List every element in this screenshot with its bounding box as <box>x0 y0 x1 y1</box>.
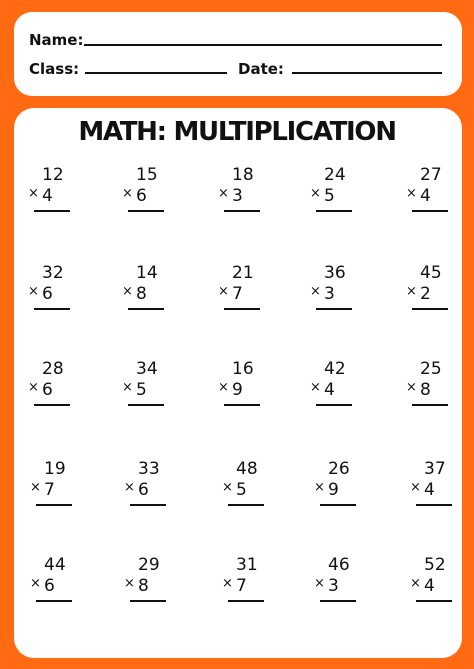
problem-top-number: 42 <box>324 359 346 379</box>
multiplication-sign: × <box>410 576 421 591</box>
problem-top-number: 12 <box>42 165 64 185</box>
answer-line <box>34 308 70 310</box>
problem-top-number: 18 <box>232 165 254 185</box>
problem-bottom-number: 8 <box>138 576 149 596</box>
problem-bottom-number: 2 <box>420 284 431 304</box>
problem-top-number: 29 <box>138 555 160 575</box>
problem-bottom-number: 5 <box>236 480 247 500</box>
answer-line <box>316 308 352 310</box>
problem-8 <box>218 264 278 322</box>
problem-top-number: 27 <box>420 165 442 185</box>
problem-20 <box>410 460 470 518</box>
problem-top-number: 45 <box>420 263 442 283</box>
multiplication-sign: × <box>406 186 417 201</box>
problem-7 <box>122 264 182 322</box>
answer-line <box>416 600 452 602</box>
answer-line <box>130 600 166 602</box>
answer-line <box>228 504 264 506</box>
problem-top-number: 32 <box>42 263 64 283</box>
name-label: Name: <box>29 31 84 49</box>
multiplication-sign: × <box>122 284 133 299</box>
answer-line <box>36 504 72 506</box>
answer-line <box>416 504 452 506</box>
multiplication-sign: × <box>28 284 39 299</box>
problem-bottom-number: 5 <box>324 186 335 206</box>
problem-top-number: 33 <box>138 459 160 479</box>
problem-bottom-number: 4 <box>324 380 335 400</box>
multiplication-sign: × <box>310 380 321 395</box>
problem-25 <box>410 556 470 614</box>
problem-bottom-number: 6 <box>138 480 149 500</box>
answer-line <box>412 404 448 406</box>
problem-top-number: 52 <box>424 555 446 575</box>
problem-bottom-number: 4 <box>424 576 435 596</box>
answer-line <box>320 504 356 506</box>
problem-18 <box>222 460 282 518</box>
problem-bottom-number: 6 <box>44 576 55 596</box>
multiplication-sign: × <box>218 380 229 395</box>
problem-22 <box>124 556 184 614</box>
multiplication-sign: × <box>310 186 321 201</box>
multiplication-sign: × <box>122 380 133 395</box>
date-line <box>292 72 442 74</box>
multiplication-sign: × <box>406 380 417 395</box>
multiplication-sign: × <box>222 480 233 495</box>
multiplication-sign: × <box>122 186 133 201</box>
multiplication-sign: × <box>28 380 39 395</box>
problem-10 <box>406 264 466 322</box>
problem-19 <box>314 460 374 518</box>
problem-top-number: 24 <box>324 165 346 185</box>
problem-bottom-number: 7 <box>232 284 243 304</box>
problem-top-number: 31 <box>236 555 258 575</box>
problem-bottom-number: 4 <box>424 480 435 500</box>
problem-3 <box>218 166 278 224</box>
worksheet-title: MATH: MULTIPLICATION <box>78 117 396 147</box>
problem-5 <box>406 166 466 224</box>
problem-top-number: 48 <box>236 459 258 479</box>
problem-top-number: 25 <box>420 359 442 379</box>
problem-top-number: 16 <box>232 359 254 379</box>
problem-14 <box>310 360 370 418</box>
multiplication-sign: × <box>30 576 41 591</box>
problem-bottom-number: 4 <box>42 186 53 206</box>
problem-4 <box>310 166 370 224</box>
problem-23 <box>222 556 282 614</box>
answer-line <box>224 404 260 406</box>
class-line <box>85 72 227 74</box>
answer-line <box>224 210 260 212</box>
problem-bottom-number: 5 <box>136 380 147 400</box>
problem-top-number: 37 <box>424 459 446 479</box>
problem-24 <box>314 556 374 614</box>
problem-bottom-number: 7 <box>44 480 55 500</box>
date-label: Date: <box>238 60 284 78</box>
problem-12 <box>122 360 182 418</box>
problem-bottom-number: 6 <box>136 186 147 206</box>
answer-line <box>128 308 164 310</box>
problem-17 <box>124 460 184 518</box>
answer-line <box>36 600 72 602</box>
multiplication-sign: × <box>30 480 41 495</box>
multiplication-sign: × <box>218 284 229 299</box>
multiplication-sign: × <box>310 284 321 299</box>
multiplication-sign: × <box>314 576 325 591</box>
problem-9 <box>310 264 370 322</box>
multiplication-sign: × <box>406 284 417 299</box>
problem-2 <box>122 166 182 224</box>
problem-top-number: 21 <box>232 263 254 283</box>
multiplication-sign: × <box>28 186 39 201</box>
multiplication-sign: × <box>410 480 421 495</box>
problem-top-number: 14 <box>136 263 158 283</box>
problem-bottom-number: 9 <box>232 380 243 400</box>
answer-line <box>316 210 352 212</box>
problem-top-number: 44 <box>44 555 66 575</box>
problem-bottom-number: 6 <box>42 284 53 304</box>
problem-top-number: 15 <box>136 165 158 185</box>
class-label: Class: <box>29 60 80 78</box>
problem-11 <box>28 360 88 418</box>
problem-bottom-number: 3 <box>232 186 243 206</box>
multiplication-sign: × <box>222 576 233 591</box>
problem-top-number: 36 <box>324 263 346 283</box>
problem-15 <box>406 360 466 418</box>
answer-line <box>320 600 356 602</box>
problem-top-number: 34 <box>136 359 158 379</box>
student-info-card <box>14 12 462 96</box>
answer-line <box>412 308 448 310</box>
name-line <box>84 44 442 46</box>
answer-line <box>128 210 164 212</box>
problem-21 <box>30 556 90 614</box>
problem-13 <box>218 360 278 418</box>
answer-line <box>224 308 260 310</box>
problem-bottom-number: 9 <box>328 480 339 500</box>
problem-6 <box>28 264 88 322</box>
multiplication-sign: × <box>124 576 135 591</box>
answer-line <box>34 210 70 212</box>
problem-top-number: 28 <box>42 359 64 379</box>
problem-bottom-number: 8 <box>420 380 431 400</box>
answer-line <box>316 404 352 406</box>
problem-bottom-number: 3 <box>328 576 339 596</box>
answer-line <box>128 404 164 406</box>
problem-top-number: 19 <box>44 459 66 479</box>
problem-bottom-number: 3 <box>324 284 335 304</box>
answer-line <box>412 210 448 212</box>
problem-16 <box>30 460 90 518</box>
multiplication-sign: × <box>314 480 325 495</box>
problem-bottom-number: 8 <box>136 284 147 304</box>
problem-bottom-number: 7 <box>236 576 247 596</box>
problem-bottom-number: 6 <box>42 380 53 400</box>
answer-line <box>130 504 166 506</box>
problem-1 <box>28 166 88 224</box>
problem-bottom-number: 4 <box>420 186 431 206</box>
problem-top-number: 46 <box>328 555 350 575</box>
problem-top-number: 26 <box>328 459 350 479</box>
answer-line <box>228 600 264 602</box>
answer-line <box>34 404 70 406</box>
multiplication-sign: × <box>124 480 135 495</box>
multiplication-sign: × <box>218 186 229 201</box>
